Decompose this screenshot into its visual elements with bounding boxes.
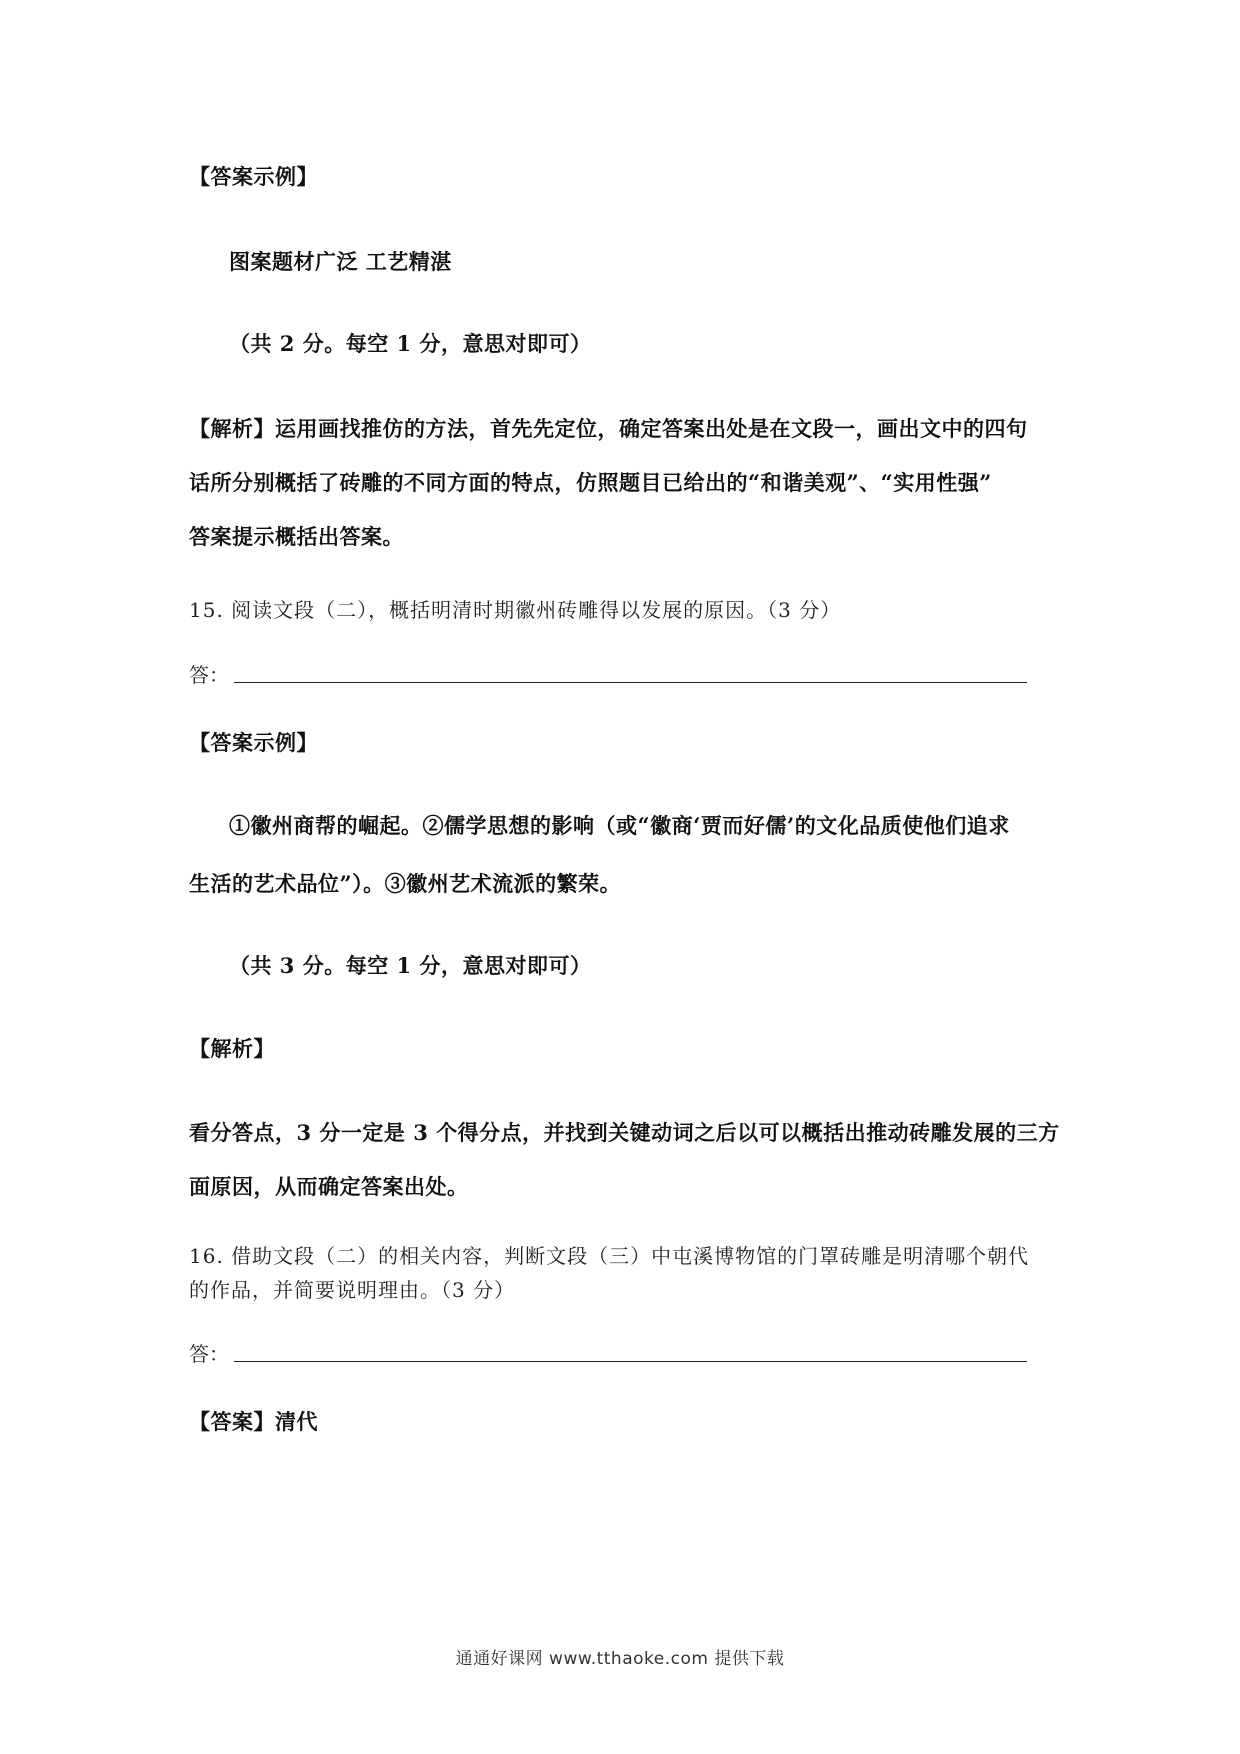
analysis-line: 【解析】运用画找推仿的方法，首先先定位，确定答案出处是在文段一，画出文中的四句 [189,416,1028,441]
page-footer: 通通好课网 www.tthaoke.com 提供下载 [455,1649,785,1669]
scoring-note: （共 2 分。每空 1 分，意思对即可） [229,331,592,356]
answer-example-line: 生活的艺术品位”）。③徽州艺术流派的繁荣。 [189,871,622,896]
answer-example-text: 图案题材广泛 工艺精湛 [229,249,452,274]
answer-blank-line [234,682,1027,683]
analysis-line: 答案提示概括出答案。 [189,524,404,549]
scoring-note: （共 3 分。每空 1 分，意思对即可） [229,953,592,978]
answer-label: 答： [189,663,229,687]
final-answer: 【答案】清代 [189,1409,318,1434]
analysis-line: 看分答点，3 分一定是 3 个得分点，并找到关键动词之后以可以概括出推动砖雕发展的三方 [189,1120,1060,1145]
answer-blank-line [234,1361,1027,1362]
question-16-line: 16. 借助文段（二）的相关内容，判断文段（三）中屯溪博物馆的门罩砖雕是明清哪个朝代 [189,1244,1030,1268]
question-15-text: 15. 阅读文段（二），概括明清时期徽州砖雕得以发展的原因。（3 分） [189,598,842,622]
analysis-heading: 【解析】 [189,1036,275,1061]
answer-example-heading: 【答案示例】 [189,730,318,755]
analysis-line: 面原因，从而确定答案出处。 [189,1174,469,1199]
question-16-line: 的作品，并简要说明理由。（3 分） [189,1278,516,1302]
answer-example-line: ①徽州商帮的崛起。②儒学思想的影响（或“徽商‘贾而好儒’的文化品质使他们追求 [229,813,1010,838]
answer-label: 答： [189,1342,229,1366]
answer-example-heading: 【答案示例】 [189,164,318,189]
analysis-line: 话所分别概括了砖雕的不同方面的特点，仿照题目已给出的“和谐美观”、“实用性强” [189,470,992,495]
